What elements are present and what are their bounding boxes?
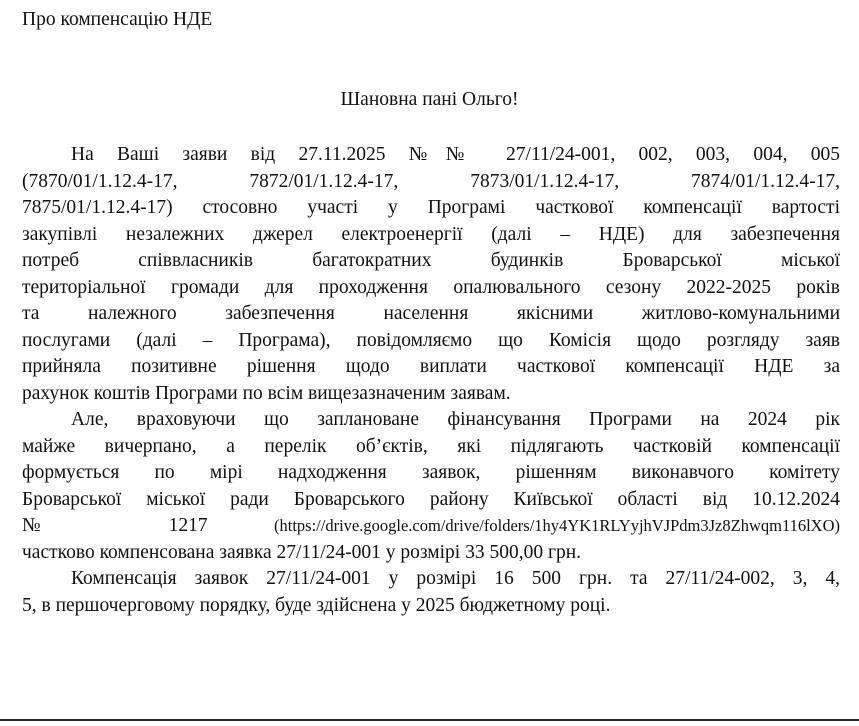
decision-reference-line	[22, 513, 840, 540]
paragraph-application-response	[22, 142, 840, 407]
paragraph-compensation-schedule	[22, 566, 840, 619]
paragraph-line: майже вичерпано, а перелік об’єктів, які підлягають частковій компенсації	[22, 435, 840, 457]
page-bottom-divider	[0, 719, 859, 721]
paragraph-line: 5, в першочерговому порядку, буде здійснена у 2025 бюджетному році.	[22, 594, 611, 616]
letter-subject: Про компенсацію НДЕ	[22, 9, 213, 30]
paragraph-line: (7870/01/1.12.4-17, 7872/01/1.12.4-17, 7873/01/1.12.4-17, 7874/01/1.12.4-17,	[22, 170, 840, 192]
paragraph-line: Компенсація заявок 27/11/24-001 у розмірі 16 500 грн. та 27/11/24-002, 3, 4,	[71, 568, 840, 589]
decision-number: № 1217	[22, 515, 208, 536]
paragraph-line: формується по мірі надходження заявок, рішенням виконавчого комітету	[22, 462, 840, 483]
paragraph-line: Броварської міської ради Броварського району Київської області від 10.12.2024	[22, 488, 840, 510]
paragraph-line: територіальної громади для проходження опалювального сезону 2022-2025 років	[22, 276, 840, 298]
letter-body	[22, 142, 840, 619]
paragraph-line: закупівлі незалежних джерел електроенергії (далі – НДЕ) для забезпечення	[22, 223, 840, 245]
paragraph-line: прийняла позитивне рішення щодо виплати часткової компенсації НДЕ за	[22, 356, 840, 377]
paragraph-line: частково компенсована заявка 27/11/24-001 у розмірі 33 500,00 грн.	[22, 541, 582, 563]
paragraph-funding-decision	[22, 407, 840, 566]
paragraph-line: рахунок коштів Програми по всім вищезазначеним заявам.	[22, 382, 511, 404]
paragraph-line: потреб співвласників багатократних будинків Броварської міської	[22, 250, 840, 271]
paragraph-line: На Ваші заяви від 27.11.2025 №№ 27/11/24-001, 002, 003, 004, 005	[71, 144, 840, 165]
paragraph-line: та належного забезпечення населення якісними житлово-комунальними	[22, 303, 840, 324]
paragraph-line: 7875/01/1.12.4-17) стосовно участі у Програмі часткової компенсації вартості	[22, 197, 840, 218]
paragraph-line: Але, враховуючи що заплановане фінансування Програми на 2024 рік	[71, 409, 840, 430]
letter-greeting: Шановна пані Ольго!	[340, 89, 519, 110]
decision-link[interactable]: (https://drive.google.com/drive/folders/1hy4YK1RLYyjhVJPdm3Jz8Zhwqm116lXO)	[274, 516, 841, 535]
paragraph-line: послугами (далі – Програма), повідомляємо що Комісія щодо розгляду заяв	[22, 329, 840, 351]
